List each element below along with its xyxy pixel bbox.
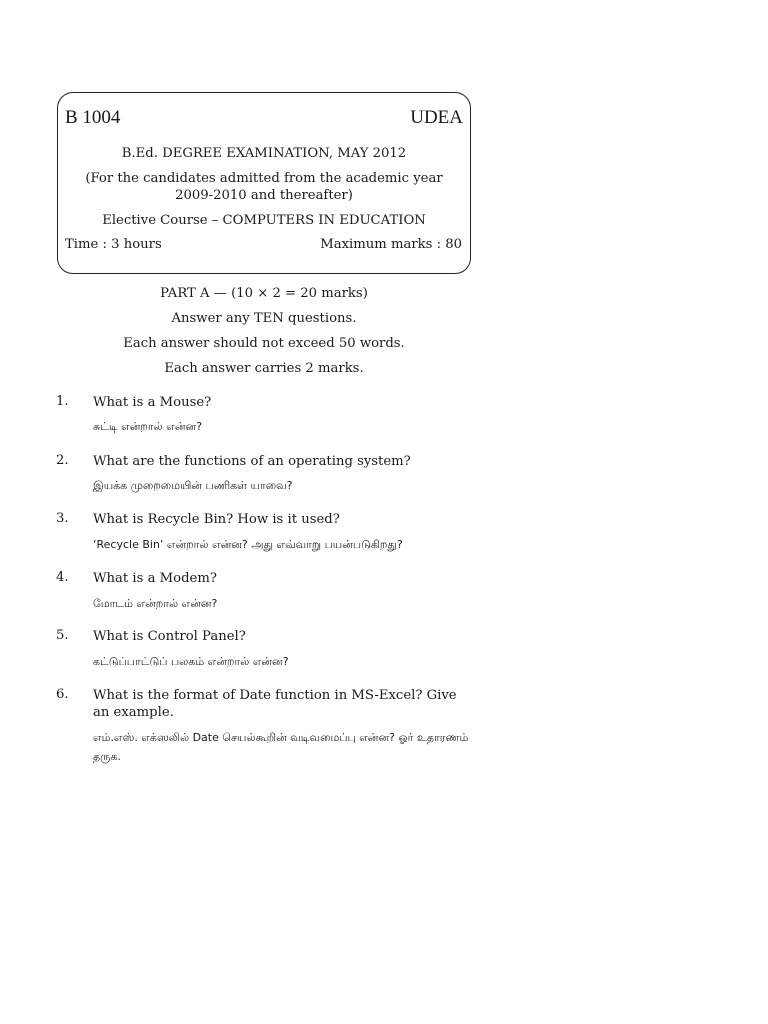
subject-code: UDEA <box>410 107 463 128</box>
time-allowed: Time : 3 hours <box>65 237 162 252</box>
maximum-marks: Maximum marks : 80 <box>320 237 462 252</box>
question-paper-code: B 1004 <box>65 107 121 128</box>
instruction-word-limit: Each answer should not exceed 50 words. <box>123 336 405 351</box>
question-english: What are the functions of an operating system? <box>93 454 411 469</box>
question-tamil: மோடம் என்றால் என்ன? <box>93 597 218 610</box>
part-a-title: PART A — (10 × 2 = 20 marks) <box>160 286 368 301</box>
question-tamil: சுட்டி என்றால் என்ன? <box>93 420 203 433</box>
question-number: 1. <box>56 394 69 409</box>
exam-title: B.Ed. DEGREE EXAMINATION, MAY 2012 <box>121 146 407 161</box>
question-english: What is the format of Date function in MS-Excel? Give an example. <box>93 688 457 720</box>
question-number: 4. <box>56 570 69 585</box>
question-english: What is Control Panel? <box>93 629 246 644</box>
admission-note-line-2: 2009-2010 and thereafter) <box>175 188 353 203</box>
question-number: 6. <box>56 687 69 702</box>
question-english: What is a Mouse? <box>93 395 212 410</box>
instruction-answer-ten: Answer any TEN questions. <box>171 311 357 326</box>
question-number: 3. <box>56 511 69 526</box>
question-english: What is Recycle Bin? How is it used? <box>93 512 340 527</box>
question-number: 2. <box>56 453 69 468</box>
exam-header-box <box>57 92 471 274</box>
question-number: 5. <box>56 628 69 643</box>
question-tamil: எம்.எஸ். எக்ஸலில் Date செயல்கூறின் வடிவமைப்பு என்ன? ஓர் உதாரணம் தருக. <box>93 731 469 763</box>
instruction-marks-each: Each answer carries 2 marks. <box>164 361 364 376</box>
question-english: What is a Modem? <box>93 571 217 586</box>
admission-note-line-1: (For the candidates admitted from the academic year <box>85 171 443 186</box>
question-tamil: இயக்க முறைமையின் பணிகள் யாவை? <box>93 479 293 492</box>
question-tamil: ‘Recycle Bin’ என்றால் என்ன? அது எவ்வாறு பயன்படுகிறது? <box>93 538 403 551</box>
course-title: Elective Course – COMPUTERS IN EDUCATION <box>102 213 426 228</box>
question-tamil: கட்டுப்பாட்டுப் பலகம் என்றால் என்ன? <box>93 655 289 668</box>
